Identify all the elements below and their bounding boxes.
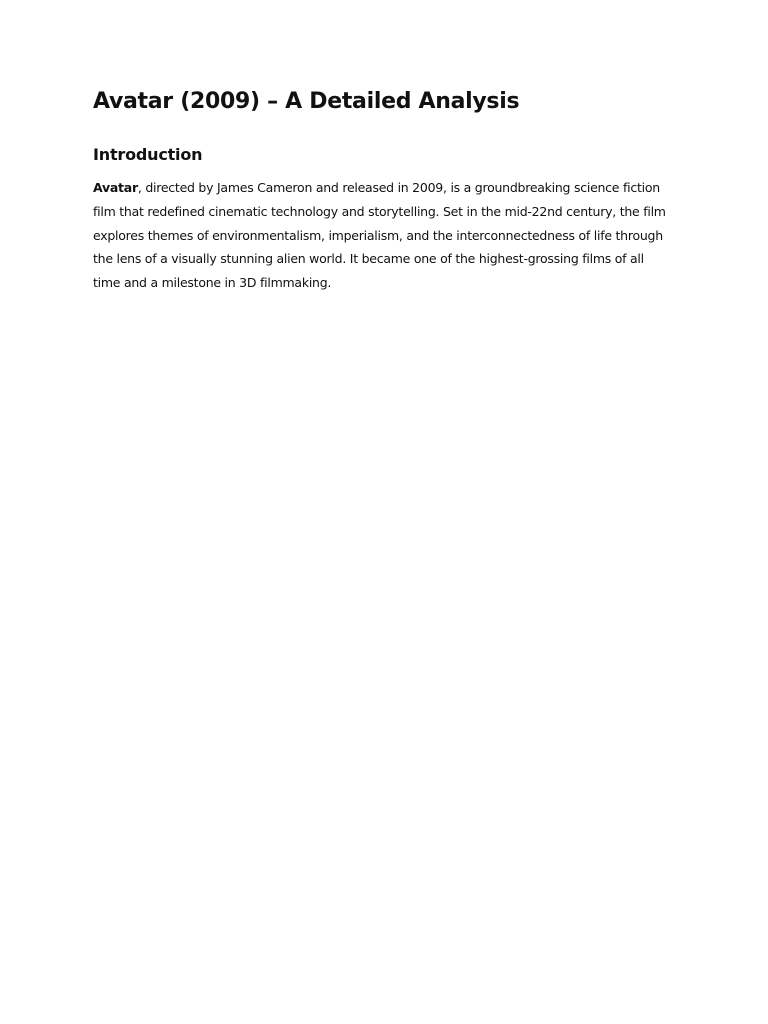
document-page — [93, 84, 668, 295]
section-heading-introduction: Introduction — [93, 145, 203, 164]
document-title: Avatar (2009) – A Detailed Analysis — [93, 89, 520, 114]
intro-bold-lead: Avatar — [93, 180, 138, 195]
intro-paragraph — [93, 176, 668, 295]
section-introduction — [93, 142, 668, 295]
intro-paragraph-text: , directed by James Cameron and released in 2009, is a groundbreaking science fiction film that redefined cinematic technology and storytelling. Set in the mid-22nd century, the film explores themes of environmentalism, imperialism, and the interconnectedness of life through the lens of a visually stunning alien world. It became one of the highest-grossing films of all time and a milestone in 3D filmmaking. — [93, 180, 666, 291]
